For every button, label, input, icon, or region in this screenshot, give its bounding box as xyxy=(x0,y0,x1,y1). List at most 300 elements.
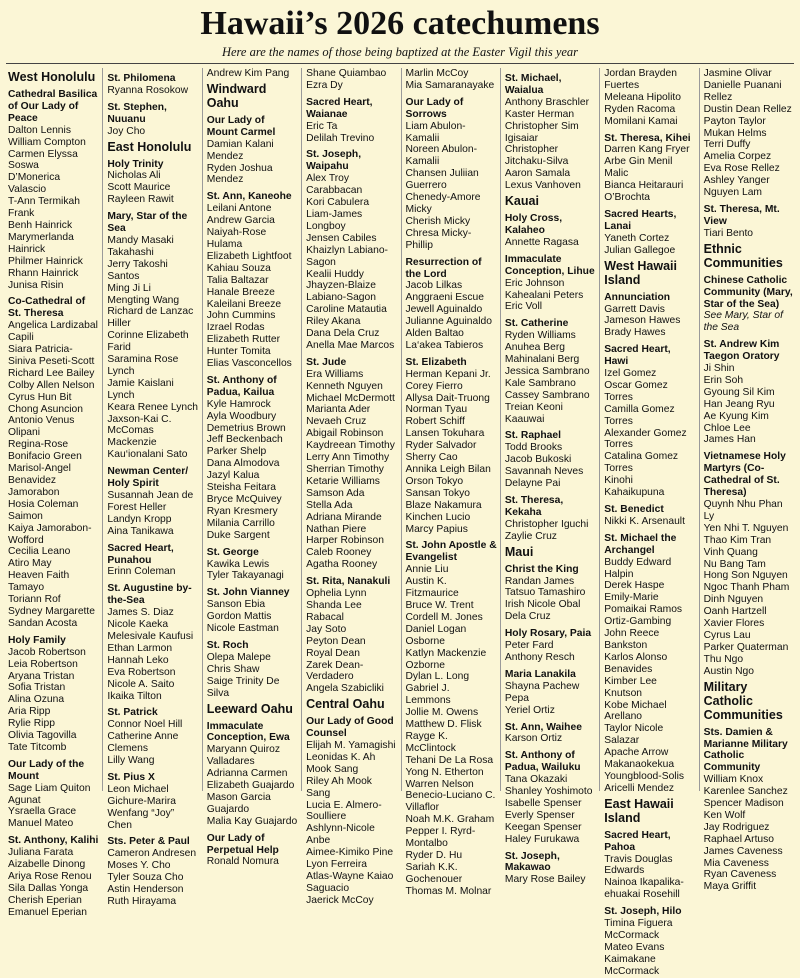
catechumen-name: Lerry Ann Timothy xyxy=(306,452,390,464)
catechumen-name: Kinchen Lucio xyxy=(405,511,471,523)
catechumen-name: Keara Renee Lynch xyxy=(107,401,199,413)
parish-heading: Vietnamese Holy Martyrs (Co-Cathedral of St. Theresa) xyxy=(703,451,786,499)
catechumen-name: Eric Voll xyxy=(504,301,543,313)
page-title: Hawaii’s 2026 catechumens xyxy=(200,5,600,42)
parish-heading: St. John Vianney xyxy=(206,587,290,599)
catechumen-name: Mia Caveness xyxy=(703,857,769,869)
catechumen-name: Shayna Pachew Pepa xyxy=(504,680,580,704)
catechumen-name: Leonidas K. Ah Mook Sang xyxy=(306,751,376,775)
catechumen-name: Noah M.K. Graham xyxy=(405,814,495,826)
catechumen-name: Kori Cabulera xyxy=(306,197,370,209)
catechumen-name: Allysa Dait-Truong xyxy=(405,392,490,404)
catechumen-name: Ryder D. Hu xyxy=(405,850,463,861)
catechumen-name: Kaster Herman xyxy=(504,108,575,120)
catechumen-name: Regina-Rose Bonifacio Green xyxy=(8,439,82,463)
catechumen-name: Mengting Wang xyxy=(107,294,180,306)
catechumen-name: Lucia E. Almero-Soulliere xyxy=(306,799,382,823)
catechumen-name: Tyler Takayanagi xyxy=(206,570,284,582)
catechumen-name: Anuhea Berg xyxy=(504,342,565,354)
catechumen-name: Corey Fierro xyxy=(405,380,463,392)
catechumen-name: Jensen Cabiles xyxy=(306,232,377,244)
catechumen-name: Mackenzie Kau‘ionalani Sato xyxy=(107,437,188,461)
region-heading: West Hawaii Island xyxy=(604,258,677,287)
catechumen-name: Nicholas Ali xyxy=(107,170,161,182)
catechumen-name: Cordell M. Jones xyxy=(405,611,483,623)
catechumen-name: Irish Nicole Obal Dela Cruz xyxy=(504,599,581,623)
catechumen-name: Xavier Flores xyxy=(703,618,765,630)
catechumen-name: Jerry Takoshi Santos xyxy=(107,258,168,282)
parish-heading: Cathedral Basilica of Our Lady of Peace xyxy=(8,89,98,124)
catechumen-name: Aryana Tristan xyxy=(8,670,75,682)
catechumen-name: Anella Mae Marcos xyxy=(306,339,395,351)
parish-heading: Our Lady of Perpetual Help xyxy=(206,832,279,856)
parish-heading: Newman Center/ Holy Spirit xyxy=(107,466,189,490)
catechumen-name: Kaydreean Timothy xyxy=(306,440,395,452)
catechumen-name: Jhayzen-Blaize Labiano-Sagon xyxy=(306,280,376,304)
catechumen-name: Apache Arrow Makanaokekua Youngblood-Solis xyxy=(604,747,685,782)
column-5 xyxy=(401,68,500,897)
catechumen-name: Chris Shaw xyxy=(206,663,260,675)
catechumen-name: Jordan Brayden Fuertes xyxy=(604,68,677,91)
catechumen-name: Mukan Helms xyxy=(703,127,767,139)
catechumen-name: Rylie Ripp xyxy=(8,718,55,730)
catechumen-name: Delayne Pai xyxy=(504,478,561,490)
parish-heading: St. Ann, Kaneohe xyxy=(206,191,292,203)
catechumen-name: Riley Ah Mook Sang xyxy=(306,775,372,799)
catechumen-name: Cyrus Lau xyxy=(703,629,751,641)
catechumen-name: Zaylie Cruz xyxy=(504,530,557,542)
catechumen-name: Leilani Antone xyxy=(206,203,272,215)
catechumen-name: Robert Schiff xyxy=(405,416,465,428)
parish-heading: Holy Cross, Kalaheo xyxy=(504,213,563,236)
catechumen-name: Karson Ortiz xyxy=(504,733,563,745)
parish-heading: St. Raphael xyxy=(504,430,561,442)
catechumen-name: Marisol-Angel Benavidez Jamorabon xyxy=(8,463,71,498)
catechumen-name: Wenfang “Joy” Chen xyxy=(107,807,175,831)
catechumen-name: Kale Sambrano xyxy=(504,377,576,389)
catechumen-name: Lyon Ferreira xyxy=(306,859,367,871)
catechumen-name: Kenneth Nguyen xyxy=(306,380,383,392)
catechumen-name: Cherish Eperian xyxy=(8,894,82,906)
catechumen-name: Astin Henderson xyxy=(107,884,184,896)
catechumen-name: Payton Taylor xyxy=(703,115,766,127)
catechumen-name: Atlas-Wayne Kaiao Saguacio xyxy=(306,871,394,894)
catechumen-name: Stella Ada xyxy=(306,499,353,511)
parish-heading: St. Roch xyxy=(206,639,249,651)
parish-heading: St. Anthony, Kalihi xyxy=(8,835,99,847)
catechumen-name: Ryden Joshua Mendez xyxy=(206,162,273,186)
catechumen-name: Ngoc Thanh Pham xyxy=(703,582,790,594)
catechumen-name: Meleana Hipolito xyxy=(604,91,681,103)
catechumen-name: Mary Rose Bailey xyxy=(504,874,586,886)
catechumen-name: Ashley Yanger xyxy=(703,175,770,187)
catechumen-name: Raphael Artuso xyxy=(703,833,775,845)
parish-heading: St. Andrew Kim Taegon Oratory xyxy=(703,339,780,363)
column-1 xyxy=(4,68,102,918)
catechumen-name: Liam Abulon-Kamalii xyxy=(405,120,466,144)
catechumen-name: Nicole A. Saito xyxy=(107,678,175,690)
catechumen-name: Caroline Matautia xyxy=(306,304,387,316)
catechumen-name: Randan James Tatsuo Tamashiro xyxy=(504,575,586,599)
page-subtitle: Here are the names of those being baptized at the Easter Vigil this year xyxy=(221,45,579,59)
catechumen-name: Bianca Heitarauri O’Brochta xyxy=(604,180,684,204)
catechumen-name: Momilani Kamai xyxy=(604,115,678,127)
catechumen-name: Nainoa Ikapalika-ehuakai Rosehill xyxy=(604,877,684,901)
catechumen-name: Marymerlanda Hainrick xyxy=(8,231,74,255)
catechumen-name: Kahealani Peters xyxy=(504,289,584,301)
catechumen-name: Ruth Hirayama xyxy=(107,896,177,907)
catechumen-name: Ryden Williams xyxy=(504,330,576,342)
catechumen-name: Cyrus Hun Bit Chong Asuncion xyxy=(8,391,83,415)
catechumen-name: Toriann Rof xyxy=(8,594,61,606)
region-heading: Central Oahu xyxy=(306,697,385,712)
catechumen-name: Christopher Sim Igisaiar xyxy=(504,120,579,144)
catechumen-name: La‘akea Tabieros xyxy=(405,339,484,351)
parish-heading: Sacred Heart, Waianae xyxy=(306,96,373,120)
catechumen-name: Connor Noel Hill xyxy=(107,719,183,731)
parish-heading: Holy Family xyxy=(8,634,66,646)
catechumen-name: Dustin Dean Rellez xyxy=(703,103,792,115)
catechumen-name: Milania Carrillo xyxy=(206,517,275,529)
catechumen-name: Elizabeth Lightfoot xyxy=(206,250,292,262)
catechumen-name: Yaneth Cortez xyxy=(604,232,670,244)
catechumen-name: Philmer Hainrick xyxy=(8,255,83,267)
catechumen-name: Lilly Wang xyxy=(107,755,155,767)
region-heading: Leeward Oahu xyxy=(206,701,293,716)
catechumen-name: Nikki K. Arsenault xyxy=(604,515,685,527)
catechumen-name: Anggraeni Escue xyxy=(405,292,484,304)
parish-heading: St. Benedict xyxy=(604,504,664,515)
catechumen-name: Christopher Iguchi xyxy=(504,518,589,530)
catechumen-name: Ezra Dy xyxy=(306,79,343,91)
catechumen-name: Todd Brooks xyxy=(504,442,563,454)
catechumen-name: Jacob Robertson xyxy=(8,646,86,658)
catechumen-name: Ryan Caveness xyxy=(703,869,777,881)
catechumen-name: Landyn Kropp xyxy=(107,513,172,525)
catechumen-name: Bruce W. Trent xyxy=(405,599,474,611)
catechumen-name: Katlyn Mackenzie Ozborne xyxy=(405,647,487,671)
catechumen-name: James S. Diaz xyxy=(107,607,174,619)
catechumen-name: Ophelia Lynn xyxy=(306,588,367,600)
catechumen-name: Annika Leigh Bilan xyxy=(405,464,491,475)
catechumen-name: Alex Troy Carabbacan xyxy=(306,173,363,197)
catechumen-name: Zarek Dean-Verdadero xyxy=(306,659,364,683)
catechumen-name: Michael McDermott xyxy=(306,392,395,404)
catechumen-name: Angela Szabicliki xyxy=(306,683,384,695)
catechumen-name: Sariah K.K. Gochenouer xyxy=(405,861,463,885)
catechumen-name: Kaleilani Breeze xyxy=(206,298,282,310)
catechumen-name: Jollie M. Owens xyxy=(405,707,479,719)
parish-heading: St. Jude xyxy=(306,356,347,368)
catechumen-name: Ikaika Tilton xyxy=(107,690,162,702)
region-heading: East Hawaii Island xyxy=(604,796,674,825)
parish-heading: Mary, Star of the Sea xyxy=(107,211,188,235)
catechumen-name: Dana Almodova xyxy=(206,458,280,470)
catechumen-name: Terri Duffy xyxy=(703,139,751,151)
catechumen-name: Benh Hainrick xyxy=(8,219,73,231)
catechumen-name: Thao Kim Tran xyxy=(703,534,772,546)
catechumen-name: Arbe Gin Menil Malic xyxy=(604,156,673,180)
catechumen-name: Kawika Lewis xyxy=(206,558,270,570)
catechumen-name: Julianne Aguinaldo xyxy=(405,316,492,328)
catechumen-name: Orson Tokyo xyxy=(405,475,464,487)
parish-heading: St. Patrick xyxy=(107,707,158,719)
catechumen-name: Ryan Kresmery xyxy=(206,505,278,517)
catechumen-name: Sydney Margarette Sandan Acosta xyxy=(8,605,95,629)
column-7 xyxy=(599,68,698,977)
parish-heading: Holy Rosary, Paia xyxy=(504,628,592,640)
catechumen-name: Adriana Mirande xyxy=(306,511,382,523)
catechumen-name: Chloe Lee xyxy=(703,422,751,434)
catechumen-name: Aizabelle Dinong xyxy=(8,859,86,871)
catechumen-name: Rayleen Rawit xyxy=(107,194,174,206)
parish-heading: St. Theresa, Kekaha xyxy=(504,495,564,518)
catechumen-name: Emily-Marie Pomaikai Ramos Ortiz-Gambing xyxy=(604,592,683,628)
catechumen-name: Annette Ragasa xyxy=(504,236,579,248)
parish-heading: St. Ann, Waihee xyxy=(504,721,582,733)
catechumen-name: Era Williams xyxy=(306,368,364,380)
catechumen-name: Carmen Elyssa Soswa xyxy=(8,148,78,172)
catechumen-name: Erin Soh xyxy=(703,374,744,386)
catechumen-name: Kealii Huddy xyxy=(306,268,364,280)
catechumen-name: Savannah Neves xyxy=(504,466,584,478)
catechumen-name: Moses Y. Cho xyxy=(107,860,171,872)
catechumen-name: Cecilia Leano xyxy=(8,546,71,558)
catechumen-name: Royal Dean xyxy=(306,647,360,659)
parish-heading: St. Rita, Nanakuli xyxy=(306,576,391,588)
parish-heading: Sacred Hearts, Lanai xyxy=(604,208,677,232)
cross-reference-note: See Mary, Star of the Sea xyxy=(703,310,783,334)
catechumen-name: Steisha Feitara xyxy=(206,482,277,494)
catechumen-name: Parker Quaterman xyxy=(703,641,789,653)
catechumen-name: Hanale Breeze xyxy=(206,286,275,298)
catechumen-name: Damian Kalani Mendez xyxy=(206,138,274,162)
catechumen-name: Dalton Lennis William Compton xyxy=(8,124,86,148)
catechumen-name: Eva Rose Rellez xyxy=(703,163,780,175)
catechumen-name: Alina Ozuna xyxy=(8,694,65,706)
catechumen-name: Danielle Puanani Rellez xyxy=(703,79,782,103)
catechumen-name: Hong Son Nguyen xyxy=(703,570,788,582)
catechumen-name: Andrew Kim Pang xyxy=(206,68,290,79)
catechumen-name: Richard Lee Bailey xyxy=(8,367,95,379)
catechumen-name: Khaizlyn Labiano-Sagon xyxy=(306,244,388,268)
catechumen-name: Nevaeh Cruz xyxy=(306,416,367,428)
catechumen-name: Cassey Sambrano xyxy=(504,389,590,401)
catechumen-name: Jeff Beckenbach xyxy=(206,434,283,446)
catechumen-name: Talia Baltazar xyxy=(206,274,269,286)
catechumen-name: Ronald Nomura xyxy=(206,856,279,868)
catechumen-name: Bryce McQuivey xyxy=(206,494,282,505)
catechumen-name: Garrett Davis xyxy=(604,303,665,315)
catechumen-name: Kahiau Souza xyxy=(206,262,271,274)
catechumen-name: Emanuel Eperian xyxy=(8,906,87,918)
catechumen-name: Matthew D. Flisk xyxy=(405,719,482,731)
parish-heading: Co-Cathedral of St. Theresa xyxy=(8,296,86,320)
catechumen-name: Marianta Ader xyxy=(306,404,371,416)
catechumen-name: Colby Allen Nelson xyxy=(8,379,95,391)
catechumen-name: Jameson Hawes xyxy=(604,315,681,327)
catechumen-name: Saramina Rose Lynch xyxy=(107,354,179,377)
catechumen-name: Mason Garcia Guajardo xyxy=(206,791,271,815)
catechumen-name: Buddy Edward Halpin xyxy=(604,556,672,580)
catechumen-name: Leia Robertson xyxy=(8,658,78,670)
catechumen-name: Liam-James Longboy xyxy=(306,208,363,232)
catechumen-name: Jaerick McCoy xyxy=(306,894,374,906)
catechumen-name: Austin Ngo xyxy=(703,665,754,677)
catechumen-name: Sanson Ebia xyxy=(206,599,266,611)
parish-heading: Sacred Heart, Pahoa xyxy=(604,829,671,853)
catechumen-name: Ji Shin xyxy=(703,363,735,375)
catechumen-name: Angelica Lardizabal Capili xyxy=(8,320,98,344)
catechumen-name: Juliana Farata xyxy=(8,847,74,859)
catechumen-name: William Knox xyxy=(703,774,764,786)
catechumen-name: Malia Kay Guajardo xyxy=(206,815,298,827)
catechumen-name: Sherrian Timothy xyxy=(306,464,384,475)
catechumen-name: Melesivale Kaufusi xyxy=(107,630,194,642)
catechumen-name: Oanh Hartzell xyxy=(703,606,767,618)
catechumen-name: Eric Johnson xyxy=(504,277,565,289)
parish-heading: Sacred Heart, Hawi xyxy=(604,344,671,368)
catechumen-name: Derek Haspe xyxy=(604,580,665,592)
catechumen-name: Anthony Resch xyxy=(504,651,575,663)
column-6 xyxy=(500,68,599,886)
catechumen-name: Jamie Kaislani Lynch xyxy=(107,377,174,401)
catechumen-name: Treian Keoni Kaauwai xyxy=(504,401,563,425)
catechumen-name: Ming Ji Li xyxy=(107,282,151,294)
catechumen-name: Mandy Masaki Takahashi xyxy=(107,234,174,258)
catechumen-name: Jacob Bukoski xyxy=(504,454,572,466)
catechumen-name: Ae Kyung Kim xyxy=(703,410,769,422)
parish-heading: Our Lady of Sorrows xyxy=(405,96,464,120)
parish-heading: St. Joseph, Hilo xyxy=(604,906,682,918)
catechumen-name: Lansen Tokuhara xyxy=(405,428,485,440)
catechumen-name: Kyle Hamrock xyxy=(206,398,271,410)
catechumen-name: Olivia Tagovilla xyxy=(8,730,77,742)
catechumen-name: Ariya Rose Renou xyxy=(8,871,92,882)
catechumen-name: Keegan Spenser xyxy=(504,821,582,833)
catechumen-name: Julian Gallegoe xyxy=(604,244,676,256)
catechumen-name: Hosia Coleman Saimon xyxy=(8,498,79,522)
catechumen-name: Kaimakane McCormack xyxy=(604,953,660,977)
catechumen-name: Jacob Lilkas xyxy=(405,280,463,292)
catechumen-name: Ethan Larmon xyxy=(107,642,173,654)
parish-heading: St. Theresa, Mt. View xyxy=(703,203,780,227)
parish-heading: Maria Lanakila xyxy=(504,668,576,680)
catechumen-name: Annie Liu xyxy=(405,564,449,576)
catechumen-name: Siara Patricia-Siniva Peseti-Scott xyxy=(8,344,95,367)
region-heading: Military Catholic Communities xyxy=(703,679,783,722)
catechumen-name: Rayge K. McClintock xyxy=(405,730,456,754)
parish-heading: St. Philomena xyxy=(107,73,176,84)
catechumen-name: Ysraella Grace Manuel Mateo xyxy=(8,806,77,830)
catechumen-name: Thu Ngo xyxy=(703,653,744,665)
catechumen-name: Elizabeth Rutter xyxy=(206,334,281,346)
catechumen-name: Spencer Madison xyxy=(703,798,784,810)
catechumen-name: Agatha Rooney xyxy=(306,559,378,571)
column-3 xyxy=(202,68,301,868)
parish-heading: Chinese Catholic Community (Mary, Star of the Sea) xyxy=(703,274,793,310)
catechumen-name: Dylan L. Long xyxy=(405,671,470,683)
parish-heading: St. Anthony of Padua, Wailuku xyxy=(504,750,581,774)
catechumen-name: Marcy Papius xyxy=(405,523,468,535)
catechumen-name: Darren Kang Fryer xyxy=(604,144,690,156)
parish-heading: Immaculate Conception, Lihue xyxy=(504,253,595,277)
catechumen-name: Naiyah-Rose Hulama xyxy=(206,227,267,250)
parish-heading: St. Catherine xyxy=(504,318,569,330)
region-heading: Maui xyxy=(504,544,534,559)
column-2 xyxy=(102,68,201,907)
catechumen-name: Gordon Mattis xyxy=(206,611,272,623)
catechumen-name: Han Jeang Ryu xyxy=(703,398,775,410)
catechumen-name: Izel Gomez xyxy=(604,368,657,380)
catechumen-name: Everly Spenser xyxy=(504,809,575,821)
catechumen-name: Alexander Gomez Torres xyxy=(604,427,687,451)
catechumen-name: Ryden Racoma xyxy=(604,103,676,115)
catechumen-name: James Caveness xyxy=(703,845,783,857)
catechumen-name: T-Ann Termikah Frank xyxy=(8,196,80,220)
catechumen-name: Marlin McCoy xyxy=(405,68,469,79)
catechumen-name: Ken Wolf xyxy=(703,809,746,821)
catechumen-name: Aaron Samala xyxy=(504,168,571,180)
catechumen-name: Caleb Rooney xyxy=(306,547,372,559)
catechumen-name: Eric Ta xyxy=(306,120,338,132)
catechumen-name: Aimee-Kimiko Pine xyxy=(306,847,394,859)
catechumen-name: Abigail Robinson xyxy=(306,428,384,440)
catechumen-name: Richard de Lanzac Hiller xyxy=(107,306,194,330)
catechumen-name: Thomas M. Molnar xyxy=(405,885,492,897)
catechumen-name: Harper Robinson xyxy=(306,535,384,547)
catechumen-name: Erinn Coleman xyxy=(107,566,176,578)
catechumen-name: Benecio-Luciano C. Villaflor xyxy=(405,790,496,814)
catechumen-name: Haley Furukawa xyxy=(504,833,580,845)
catechumen-name: Ketarie Williams xyxy=(306,475,380,487)
region-heading: West Honolulu xyxy=(8,70,96,84)
catechumen-name: Heaven Faith Tamayo xyxy=(8,570,70,594)
column-4 xyxy=(301,68,400,906)
catechumen-name: Jasmine Olivar xyxy=(703,68,772,79)
parish-heading: Resurrection of the Lord xyxy=(405,256,482,280)
parish-heading: Christ the King xyxy=(504,563,579,575)
catechumen-name: Tana Okazaki xyxy=(504,774,568,786)
catechumen-name: Olepa Malepe xyxy=(206,651,271,663)
catechumen-name: Jay Rodriguez xyxy=(703,821,770,833)
catechumen-name: Austin K. Fitzmaurice xyxy=(405,576,459,600)
catechumen-name: Adrianna Carmen Elizabeth Guajardo xyxy=(206,768,295,792)
catechumen-name: Tyler Souza Cho xyxy=(107,872,184,884)
catechumen-name: Ashlynn-Nicole Anbe xyxy=(306,823,375,847)
catechumen-name: Shanley Yoshimoto xyxy=(504,786,593,798)
catechumen-name: Travis Douglas Edwards xyxy=(604,853,673,877)
parish-heading: Sacred Heart, Punahou xyxy=(107,542,174,566)
catechumen-name: Scott Maurice xyxy=(107,182,171,194)
catechumen-name: Corinne Elizabeth Farid xyxy=(107,330,189,354)
catechumen-name: Aina Tanikawa xyxy=(107,525,174,537)
catechumen-name: Gyoung Sil Kim xyxy=(703,386,775,398)
catechumen-name: Saige Trinity De Silva xyxy=(206,675,280,699)
catechumen-name: Chansen Juliian Guerrero xyxy=(405,168,479,192)
catechumen-name: Ayla Woodbury xyxy=(206,410,277,422)
catechumen-name: Sherry Cao xyxy=(405,452,458,464)
catechumen-name: Brady Hawes xyxy=(604,327,666,339)
parish-heading: St. Theresa, Kihei xyxy=(604,132,691,144)
catechumen-name: Hunter Tomita xyxy=(206,346,271,358)
parish-heading: Our Lady of Good Counsel xyxy=(306,716,394,740)
catechumen-name: Norman Tyau xyxy=(405,404,468,416)
catechumen-name: Lexus Vanhoven xyxy=(504,180,581,192)
parish-heading: St. Augustine by-the-Sea xyxy=(107,583,192,607)
catechumen-name: Mia Samaranayake xyxy=(405,79,495,91)
catechumen-name: Daniel Logan Osborne xyxy=(405,623,467,647)
